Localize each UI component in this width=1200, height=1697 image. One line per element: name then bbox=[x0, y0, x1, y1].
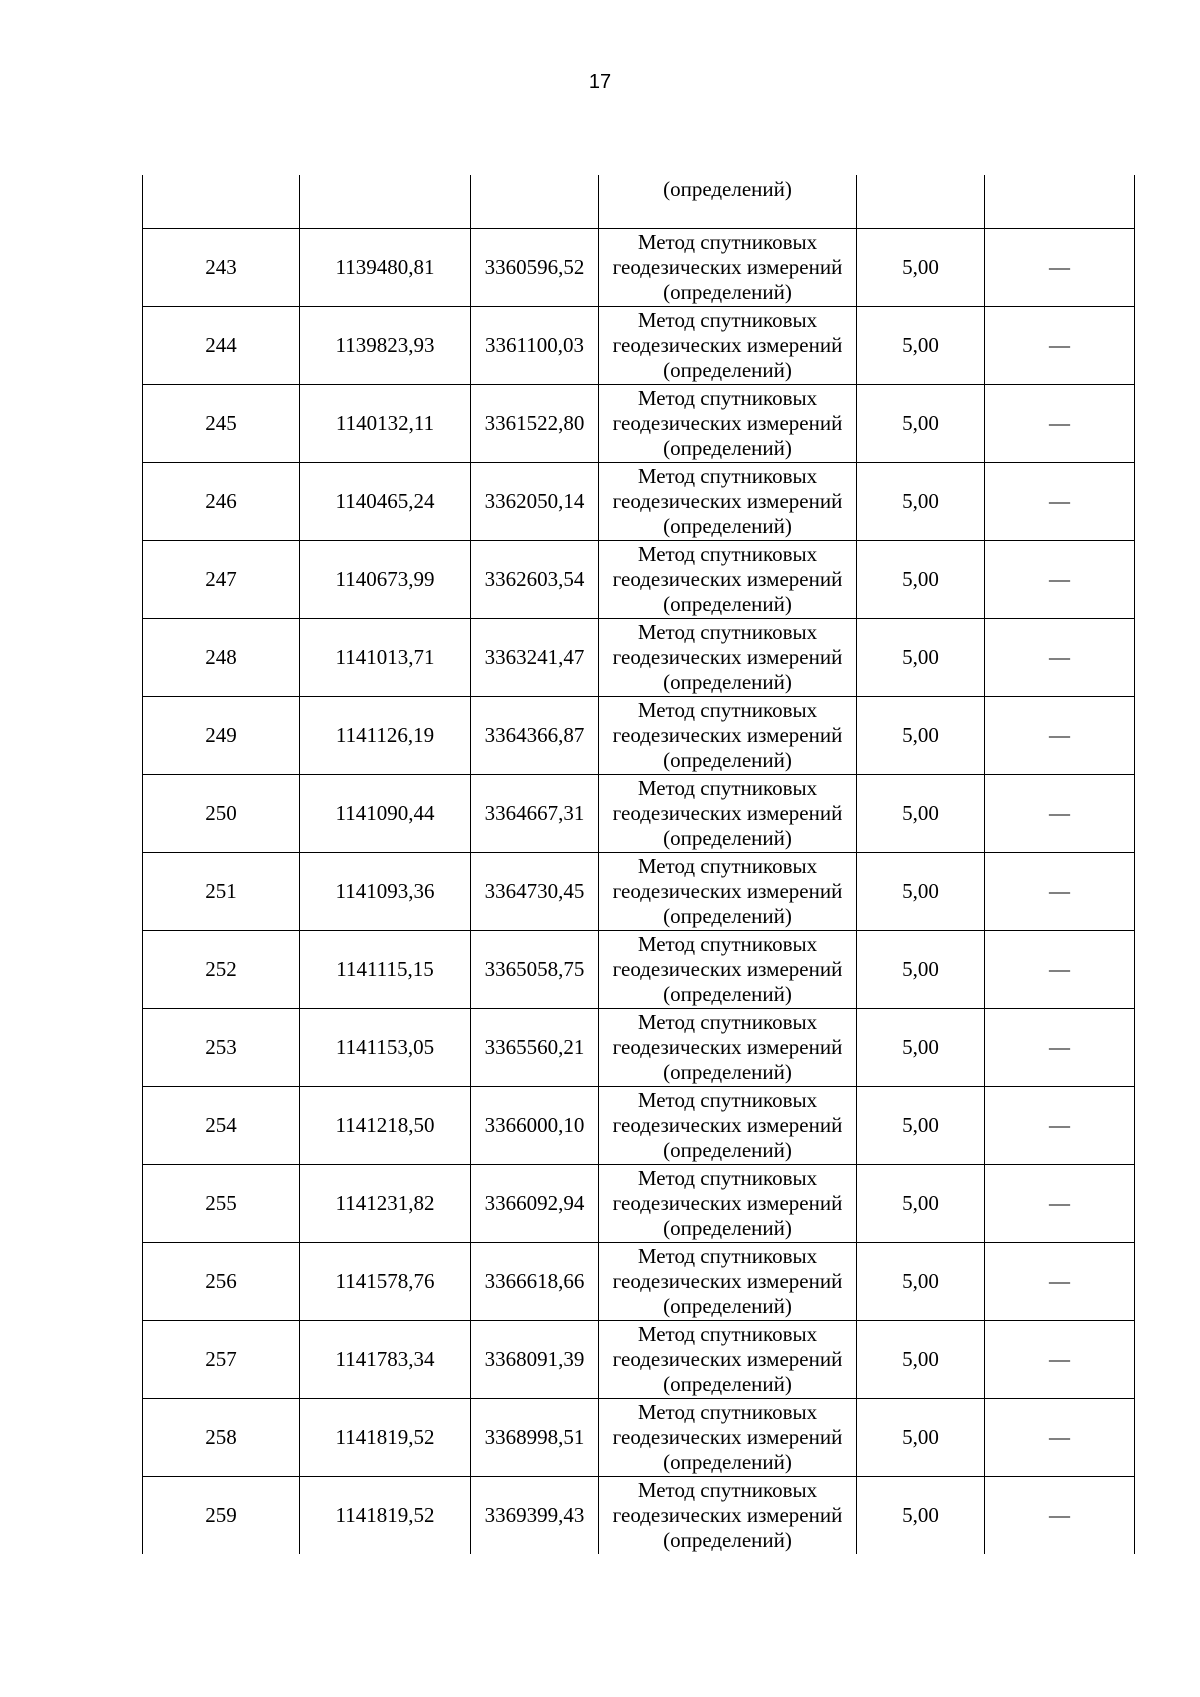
method-text-line: (определений) bbox=[663, 1294, 792, 1318]
point-number-cell: 245 bbox=[143, 385, 300, 463]
y-coordinate-cell: 3364667,31 bbox=[471, 775, 599, 853]
x-coordinate-cell: 1141115,15 bbox=[300, 931, 471, 1009]
y-coordinate-cell: 3368091,39 bbox=[471, 1321, 599, 1399]
method-text-line: (определений) bbox=[663, 514, 792, 538]
method-text-line: (определений) bbox=[663, 1450, 792, 1474]
method-cell bbox=[599, 1009, 857, 1087]
note-cell: — bbox=[985, 1009, 1135, 1087]
table-row bbox=[143, 1243, 1135, 1321]
method-text-line: (определений) bbox=[663, 1138, 792, 1162]
table-row bbox=[143, 1165, 1135, 1243]
method-text-line: (определений) bbox=[663, 1372, 792, 1396]
accuracy-cell: 5,00 bbox=[857, 1399, 985, 1477]
method-text-line: (определений) bbox=[663, 358, 792, 382]
table-row bbox=[143, 385, 1135, 463]
accuracy-cell: 5,00 bbox=[857, 697, 985, 775]
point-number-cell: 246 bbox=[143, 463, 300, 541]
method-cell bbox=[599, 1321, 857, 1399]
method-text-line: геодезических измерений bbox=[612, 801, 843, 825]
method-cell bbox=[599, 307, 857, 385]
y-coordinate-cell: 3365058,75 bbox=[471, 931, 599, 1009]
x-coordinate-cell: 1141578,76 bbox=[300, 1243, 471, 1321]
method-text-line: Метод спутниковых bbox=[637, 464, 818, 488]
y-coordinate-cell: 3368998,51 bbox=[471, 1399, 599, 1477]
method-cell bbox=[599, 619, 857, 697]
table-row bbox=[143, 1009, 1135, 1087]
x-coordinate-cell: 1141126,19 bbox=[300, 697, 471, 775]
method-text-line: (определений) bbox=[663, 826, 792, 850]
accuracy-cell: 5,00 bbox=[857, 1165, 985, 1243]
table-row bbox=[143, 853, 1135, 931]
method-text-line: (определений) bbox=[663, 280, 792, 304]
method-cell bbox=[599, 1087, 857, 1165]
method-cell bbox=[599, 697, 857, 775]
note-cell: — bbox=[985, 1321, 1135, 1399]
page-number: 17 bbox=[588, 71, 612, 93]
point-number-cell: 247 bbox=[143, 541, 300, 619]
x-coordinate-cell: 1141013,71 bbox=[300, 619, 471, 697]
y-coordinate-cell: 3366000,10 bbox=[471, 1087, 599, 1165]
method-text-line: Метод спутниковых bbox=[637, 1010, 818, 1034]
note-cell: — bbox=[985, 307, 1135, 385]
x-coordinate-cell: 1141093,36 bbox=[300, 853, 471, 931]
accuracy-cell: 5,00 bbox=[857, 931, 985, 1009]
table-row bbox=[143, 463, 1135, 541]
accuracy-cell bbox=[857, 175, 985, 229]
method-text-line: геодезических измерений bbox=[612, 1347, 843, 1371]
table-row bbox=[143, 619, 1135, 697]
table-row bbox=[143, 931, 1135, 1009]
method-cell bbox=[599, 229, 857, 307]
continuation-row bbox=[143, 175, 1135, 229]
x-coordinate-cell bbox=[300, 175, 471, 229]
method-text: (определений) bbox=[663, 177, 792, 201]
method-cell bbox=[599, 931, 857, 1009]
method-text-line: геодезических измерений bbox=[612, 1269, 843, 1293]
method-cell bbox=[599, 853, 857, 931]
accuracy-cell: 5,00 bbox=[857, 1087, 985, 1165]
coordinates-table bbox=[142, 175, 1135, 1554]
method-text-line: (определений) bbox=[663, 982, 792, 1006]
x-coordinate-cell: 1141153,05 bbox=[300, 1009, 471, 1087]
note-cell: — bbox=[985, 1477, 1135, 1555]
method-cell bbox=[599, 1477, 857, 1555]
method-text-line: геодезических измерений bbox=[612, 489, 843, 513]
accuracy-cell: 5,00 bbox=[857, 853, 985, 931]
note-cell: — bbox=[985, 931, 1135, 1009]
method-text-line: (определений) bbox=[663, 748, 792, 772]
method-text-line: Метод спутниковых bbox=[637, 230, 818, 254]
method-cell bbox=[599, 1243, 857, 1321]
method-text-line: Метод спутниковых bbox=[637, 386, 818, 410]
table-row bbox=[143, 1321, 1135, 1399]
y-coordinate-cell: 3366618,66 bbox=[471, 1243, 599, 1321]
note-cell: — bbox=[985, 619, 1135, 697]
y-coordinate-cell: 3362050,14 bbox=[471, 463, 599, 541]
method-text-line: Метод спутниковых bbox=[637, 1322, 818, 1346]
accuracy-cell: 5,00 bbox=[857, 541, 985, 619]
point-cell bbox=[143, 175, 300, 229]
y-coordinate-cell: 3360596,52 bbox=[471, 229, 599, 307]
accuracy-cell: 5,00 bbox=[857, 619, 985, 697]
y-coordinate-cell: 3363241,47 bbox=[471, 619, 599, 697]
method-text-line: Метод спутниковых bbox=[637, 1478, 818, 1502]
note-cell: — bbox=[985, 853, 1135, 931]
method-text-line: Метод спутниковых bbox=[637, 854, 818, 878]
method-cell bbox=[599, 463, 857, 541]
method-text-line: геодезических измерений bbox=[612, 1503, 843, 1527]
method-text-line: (определений) bbox=[663, 1216, 792, 1240]
note-cell: — bbox=[985, 385, 1135, 463]
x-coordinate-cell: 1140673,99 bbox=[300, 541, 471, 619]
method-text-line: Метод спутниковых bbox=[637, 1166, 818, 1190]
y-coordinate-cell: 3365560,21 bbox=[471, 1009, 599, 1087]
method-text-line: (определений) bbox=[663, 904, 792, 928]
method-text-line: Метод спутниковых bbox=[637, 698, 818, 722]
x-coordinate-cell: 1141218,50 bbox=[300, 1087, 471, 1165]
method-cell bbox=[599, 1165, 857, 1243]
method-text-line: Метод спутниковых bbox=[637, 620, 818, 644]
accuracy-cell: 5,00 bbox=[857, 775, 985, 853]
note-cell: — bbox=[985, 541, 1135, 619]
method-cell bbox=[599, 541, 857, 619]
method-text-line: Метод спутниковых bbox=[637, 776, 818, 800]
y-coordinate-cell: 3366092,94 bbox=[471, 1165, 599, 1243]
point-number-cell: 253 bbox=[143, 1009, 300, 1087]
table-row bbox=[143, 775, 1135, 853]
x-coordinate-cell: 1141231,82 bbox=[300, 1165, 471, 1243]
y-coordinate-cell: 3364730,45 bbox=[471, 853, 599, 931]
x-coordinate-cell: 1141819,52 bbox=[300, 1399, 471, 1477]
method-text-line: геодезических измерений bbox=[612, 645, 843, 669]
table-row bbox=[143, 1477, 1135, 1555]
accuracy-cell: 5,00 bbox=[857, 385, 985, 463]
x-coordinate-cell: 1140465,24 bbox=[300, 463, 471, 541]
method-cell bbox=[599, 775, 857, 853]
x-coordinate-cell: 1141090,44 bbox=[300, 775, 471, 853]
point-number-cell: 256 bbox=[143, 1243, 300, 1321]
point-number-cell: 254 bbox=[143, 1087, 300, 1165]
point-number-cell: 243 bbox=[143, 229, 300, 307]
note-cell: — bbox=[985, 463, 1135, 541]
accuracy-cell: 5,00 bbox=[857, 229, 985, 307]
method-text-line: геодезических измерений bbox=[612, 333, 843, 357]
note-cell: — bbox=[985, 229, 1135, 307]
method-text-line: Метод спутниковых bbox=[637, 1400, 818, 1424]
point-number-cell: 248 bbox=[143, 619, 300, 697]
note-cell: — bbox=[985, 697, 1135, 775]
note-cell: — bbox=[985, 775, 1135, 853]
point-number-cell: 251 bbox=[143, 853, 300, 931]
table-row bbox=[143, 1399, 1135, 1477]
y-coordinate-cell: 3361100,03 bbox=[471, 307, 599, 385]
method-cell bbox=[599, 1399, 857, 1477]
note-cell: — bbox=[985, 1399, 1135, 1477]
method-text-line: геодезических измерений bbox=[612, 1035, 843, 1059]
method-text-line: Метод спутниковых bbox=[637, 932, 818, 956]
method-text-line: Метод спутниковых bbox=[637, 1088, 818, 1112]
x-coordinate-cell: 1140132,11 bbox=[300, 385, 471, 463]
method-text-line: геодезических измерений bbox=[612, 1113, 843, 1137]
accuracy-cell: 5,00 bbox=[857, 1009, 985, 1087]
accuracy-cell: 5,00 bbox=[857, 1477, 985, 1555]
method-text-line: геодезических измерений bbox=[612, 723, 843, 747]
point-number-cell: 257 bbox=[143, 1321, 300, 1399]
method-text-line: (определений) bbox=[663, 592, 792, 616]
method-text-line: геодезических измерений bbox=[612, 567, 843, 591]
y-coordinate-cell: 3361522,80 bbox=[471, 385, 599, 463]
method-text-line: геодезических измерений bbox=[612, 1191, 843, 1215]
table-row bbox=[143, 541, 1135, 619]
method-cell bbox=[599, 175, 857, 229]
accuracy-cell: 5,00 bbox=[857, 307, 985, 385]
accuracy-cell: 5,00 bbox=[857, 1243, 985, 1321]
method-text-line: геодезических измерений bbox=[612, 879, 843, 903]
method-text-line: геодезических измерений bbox=[612, 255, 843, 279]
method-text-line: Метод спутниковых bbox=[637, 1244, 818, 1268]
x-coordinate-cell: 1141819,52 bbox=[300, 1477, 471, 1555]
method-text-line: (определений) bbox=[663, 670, 792, 694]
table-row bbox=[143, 307, 1135, 385]
table-row bbox=[143, 229, 1135, 307]
point-number-cell: 259 bbox=[143, 1477, 300, 1555]
y-coordinate-cell: 3369399,43 bbox=[471, 1477, 599, 1555]
y-coordinate-cell: 3362603,54 bbox=[471, 541, 599, 619]
note-cell: — bbox=[985, 1087, 1135, 1165]
x-coordinate-cell: 1139480,81 bbox=[300, 229, 471, 307]
y-coordinate-cell: 3364366,87 bbox=[471, 697, 599, 775]
point-number-cell: 249 bbox=[143, 697, 300, 775]
point-number-cell: 255 bbox=[143, 1165, 300, 1243]
accuracy-cell: 5,00 bbox=[857, 1321, 985, 1399]
point-number-cell: 244 bbox=[143, 307, 300, 385]
x-coordinate-cell: 1141783,34 bbox=[300, 1321, 471, 1399]
accuracy-cell: 5,00 bbox=[857, 463, 985, 541]
table-row bbox=[143, 697, 1135, 775]
y-coordinate-cell bbox=[471, 175, 599, 229]
method-text-line: геодезических измерений bbox=[612, 1425, 843, 1449]
point-number-cell: 252 bbox=[143, 931, 300, 1009]
point-number-cell: 250 bbox=[143, 775, 300, 853]
method-text-line: Метод спутниковых bbox=[637, 542, 818, 566]
method-text-line: (определений) bbox=[663, 1060, 792, 1084]
note-cell bbox=[985, 175, 1135, 229]
note-cell: — bbox=[985, 1243, 1135, 1321]
note-cell: — bbox=[985, 1165, 1135, 1243]
method-text-line: Метод спутниковых bbox=[637, 308, 818, 332]
method-text-line: геодезических измерений bbox=[612, 411, 843, 435]
point-number-cell: 258 bbox=[143, 1399, 300, 1477]
method-cell bbox=[599, 385, 857, 463]
table-row bbox=[143, 1087, 1135, 1165]
method-text-line: (определений) bbox=[663, 1528, 792, 1552]
method-text-line: геодезических измерений bbox=[612, 957, 843, 981]
x-coordinate-cell: 1139823,93 bbox=[300, 307, 471, 385]
method-text-line: (определений) bbox=[663, 436, 792, 460]
